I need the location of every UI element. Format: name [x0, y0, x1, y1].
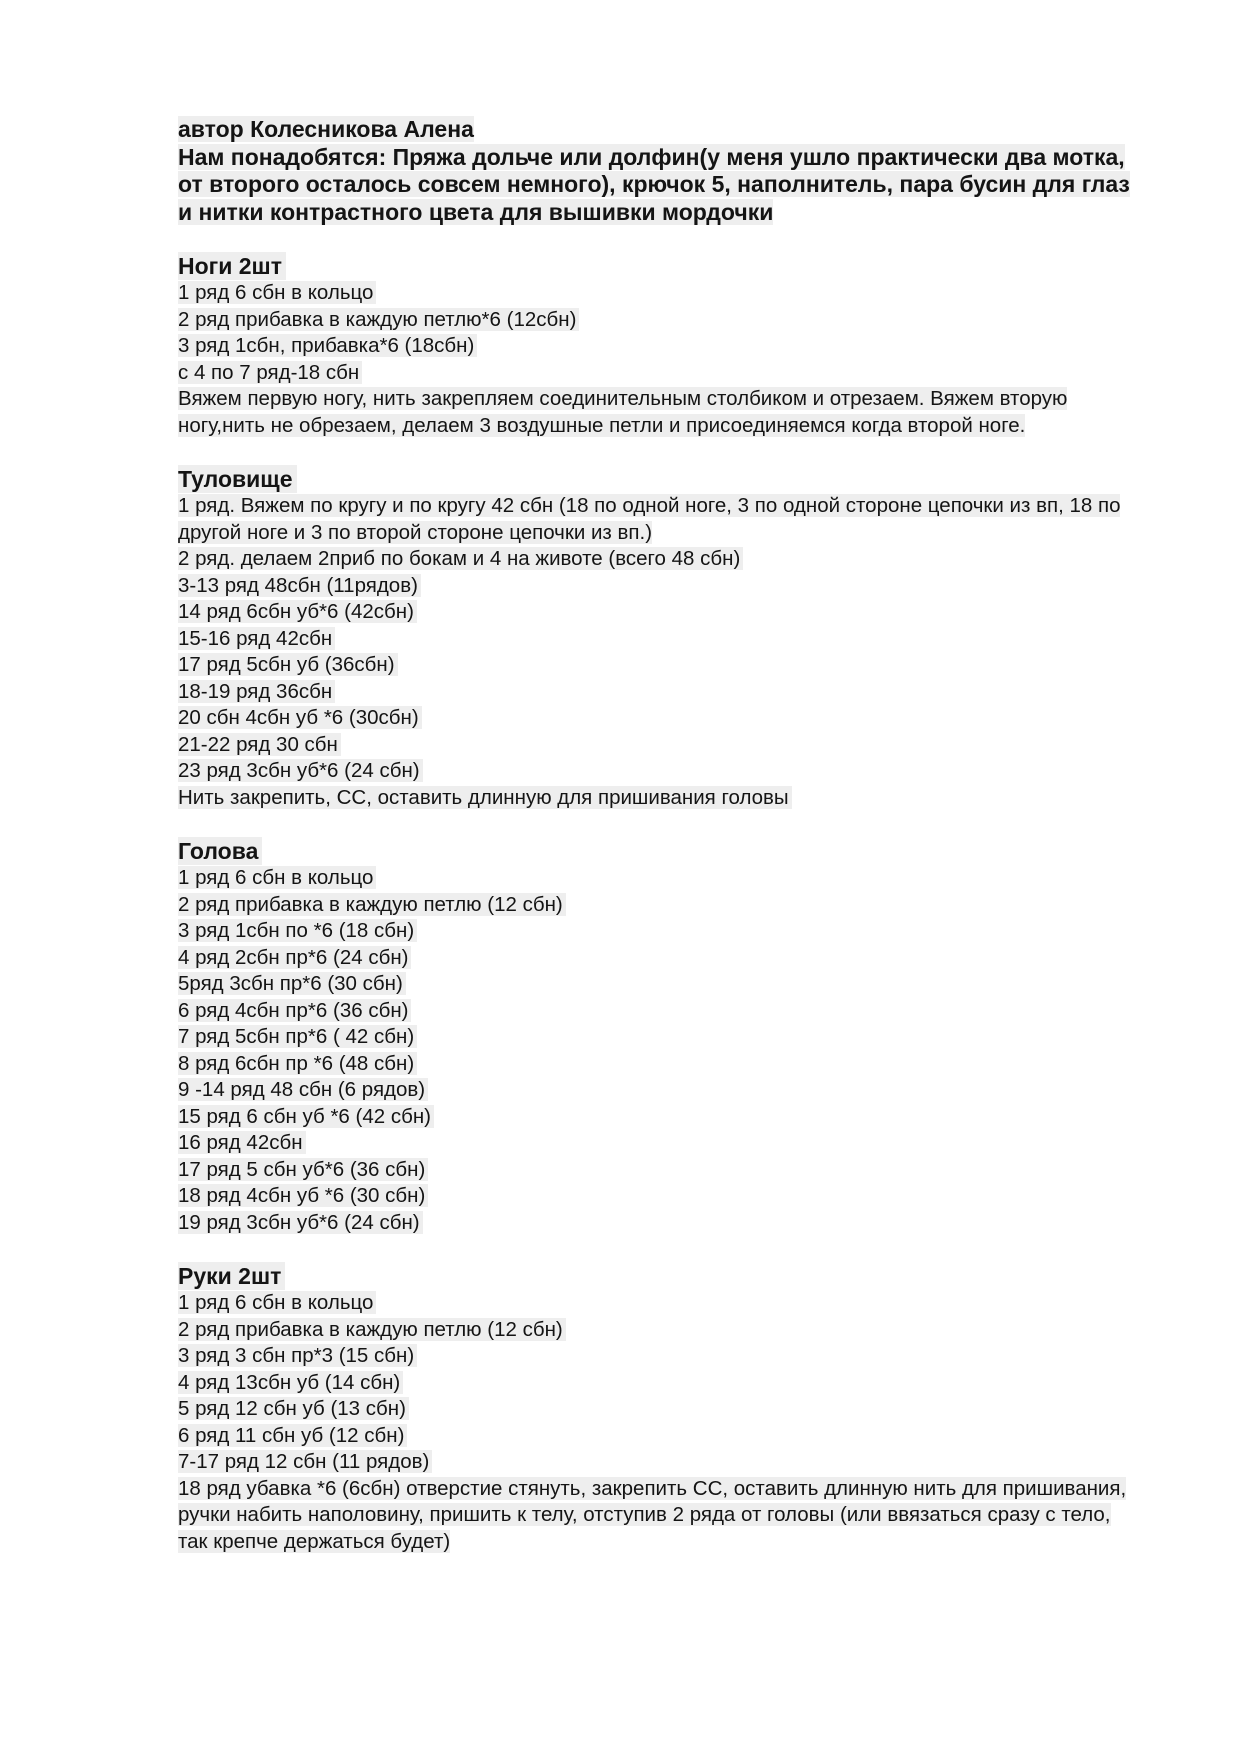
- pattern-row-text: 5 ряд 12 сбн уб (13 сбн): [178, 1397, 409, 1420]
- author-text: автор Колесникова Алена: [178, 116, 474, 142]
- pattern-row-text: 5ряд 3сбн пр*6 (30 сбн): [178, 972, 406, 995]
- pattern-row-text: 18 ряд 4сбн уб *6 (30 сбн): [178, 1184, 428, 1207]
- pattern-row-text: с 4 по 7 ряд-18 сбн: [178, 361, 362, 384]
- document-header: [178, 116, 1138, 226]
- document-page: [178, 116, 1138, 1555]
- pattern-row-text: 16 ряд 42сбн: [178, 1131, 306, 1154]
- pattern-row-text: 20 сбн 4сбн уб *6 (30сбн): [178, 706, 422, 729]
- pattern-row: [178, 705, 1138, 732]
- pattern-row: [178, 1317, 1138, 1344]
- pattern-row: [178, 998, 1138, 1025]
- pattern-row: [178, 1423, 1138, 1450]
- pattern-row-text: 3 ряд 1сбн по *6 (18 сбн): [178, 919, 417, 942]
- section: [178, 1262, 1138, 1555]
- pattern-row-text: 8 ряд 6сбн пр *6 (48 сбн): [178, 1052, 417, 1075]
- author-line: [178, 116, 1138, 144]
- pattern-row-text: 4 ряд 13сбн уб (14 сбн): [178, 1371, 403, 1394]
- pattern-row-text: 2 ряд прибавка в каждую петлю (12 сбн): [178, 893, 566, 916]
- section: [178, 252, 1138, 439]
- pattern-row-text: 14 ряд 6сбн уб*6 (42сбн): [178, 600, 417, 623]
- section-title: Ноги 2шт: [178, 252, 286, 280]
- pattern-row: [178, 1183, 1138, 1210]
- pattern-row: [178, 1449, 1138, 1476]
- pattern-row-text: 3 ряд 3 сбн пр*3 (15 сбн): [178, 1344, 417, 1367]
- pattern-sections: [178, 252, 1138, 1555]
- pattern-row: [178, 1077, 1138, 1104]
- pattern-row-text: 7-17 ряд 12 сбн (11 рядов): [178, 1450, 432, 1473]
- pattern-row: [178, 1104, 1138, 1131]
- pattern-row-text: 2 ряд. делаем 2приб по бокам и 4 на животе (всего 48 сбн): [178, 547, 743, 570]
- pattern-row-text: 9 -14 ряд 48 сбн (6 рядов): [178, 1078, 428, 1101]
- pattern-row-text: Нить закрепить, СС, оставить длинную для пришивания головы: [178, 786, 792, 809]
- materials-text: Нам понадобятся: Пряжа дольче или долфин(у меня ушло практически два мотка, от второго осталось совсем немного), крючок 5, наполнитель, пара бусин для глаз и нитки контрастного цвета для вышивки мордочки: [178, 143, 1130, 225]
- pattern-row: [178, 1396, 1138, 1423]
- pattern-row-text: 3-13 ряд 48сбн (11рядов): [178, 574, 421, 597]
- materials-line: [178, 144, 1138, 227]
- pattern-row-text: 2 ряд прибавка в каждую петлю*6 (12сбн): [178, 308, 579, 331]
- pattern-row: [178, 307, 1138, 334]
- section-title: Голова: [178, 837, 262, 865]
- pattern-row: [178, 1370, 1138, 1397]
- section-title: Туловище: [178, 465, 297, 493]
- pattern-row-text: 2 ряд прибавка в каждую петлю (12 сбн): [178, 1318, 566, 1341]
- pattern-row-text: 3 ряд 1сбн, прибавка*6 (18сбн): [178, 334, 477, 357]
- pattern-row-text: 17 ряд 5 сбн уб*6 (36 сбн): [178, 1158, 428, 1181]
- pattern-row-text: 18-19 ряд 36сбн: [178, 680, 335, 703]
- pattern-row: [178, 758, 1138, 785]
- pattern-row: [178, 573, 1138, 600]
- pattern-row: [178, 599, 1138, 626]
- pattern-row-text: 6 ряд 4сбн пр*6 (36 сбн): [178, 999, 411, 1022]
- pattern-row: [178, 1476, 1138, 1556]
- pattern-row-text: 18 ряд убавка *6 (6сбн) отверстие стянуть, закрепить СС, оставить длинную нить для пришивания, ручки набить наполовину, пришить к телу, отступив 2 ряда от головы (или ввязаться сразу с тело, так крепче держаться будет): [178, 1476, 1127, 1553]
- pattern-row-text: 19 ряд 3сбн уб*6 (24 сбн): [178, 1211, 423, 1234]
- pattern-row-text: 7 ряд 5сбн пр*6 ( 42 сбн): [178, 1025, 417, 1048]
- pattern-row: [178, 333, 1138, 360]
- pattern-row: [178, 1130, 1138, 1157]
- pattern-row: [178, 1210, 1138, 1237]
- pattern-row: [178, 546, 1138, 573]
- pattern-row: [178, 493, 1138, 546]
- pattern-row: [178, 1024, 1138, 1051]
- pattern-row: [178, 918, 1138, 945]
- pattern-row: [178, 1157, 1138, 1184]
- pattern-row: [178, 1290, 1138, 1317]
- pattern-row-text: 1 ряд 6 сбн в кольцо: [178, 281, 376, 304]
- section-title: Руки 2шт: [178, 1262, 285, 1290]
- pattern-row: [178, 280, 1138, 307]
- pattern-row: [178, 626, 1138, 653]
- pattern-row-text: 15-16 ряд 42сбн: [178, 627, 335, 650]
- pattern-row-text: 6 ряд 11 сбн уб (12 сбн): [178, 1424, 407, 1447]
- pattern-row-text: 15 ряд 6 сбн уб *6 (42 сбн): [178, 1105, 434, 1128]
- pattern-row: [178, 785, 1138, 812]
- pattern-row: [178, 971, 1138, 998]
- pattern-row: [178, 386, 1138, 439]
- pattern-row: [178, 945, 1138, 972]
- pattern-row-text: 23 ряд 3сбн уб*6 (24 сбн): [178, 759, 423, 782]
- pattern-row: [178, 892, 1138, 919]
- pattern-row: [178, 360, 1138, 387]
- pattern-row: [178, 679, 1138, 706]
- pattern-row-text: 1 ряд 6 сбн в кольцо: [178, 866, 376, 889]
- pattern-row-text: Вяжем первую ногу, нить закрепляем соединительным столбиком и отрезаем. Вяжем вторую ногу,нить не обрезаем, делаем 3 воздушные петли и присоединяемся когда второй ноге.: [178, 387, 1068, 437]
- pattern-row-text: 1 ряд 6 сбн в кольцо: [178, 1291, 376, 1314]
- pattern-row: [178, 865, 1138, 892]
- pattern-row: [178, 652, 1138, 679]
- section: [178, 465, 1138, 811]
- pattern-row-text: 21-22 ряд 30 сбн: [178, 733, 341, 756]
- pattern-row: [178, 1343, 1138, 1370]
- section: [178, 837, 1138, 1236]
- pattern-row-text: 1 ряд. Вяжем по кругу и по кругу 42 сбн (18 по одной ноге, 3 по одной стороне цепочки из вп, 18 по другой ноге и 3 по второй стороне цепочки из вп.): [178, 494, 1121, 544]
- pattern-row-text: 17 ряд 5сбн уб (36сбн): [178, 653, 398, 676]
- pattern-row: [178, 732, 1138, 759]
- pattern-row: [178, 1051, 1138, 1078]
- pattern-row-text: 4 ряд 2сбн пр*6 (24 сбн): [178, 946, 411, 969]
